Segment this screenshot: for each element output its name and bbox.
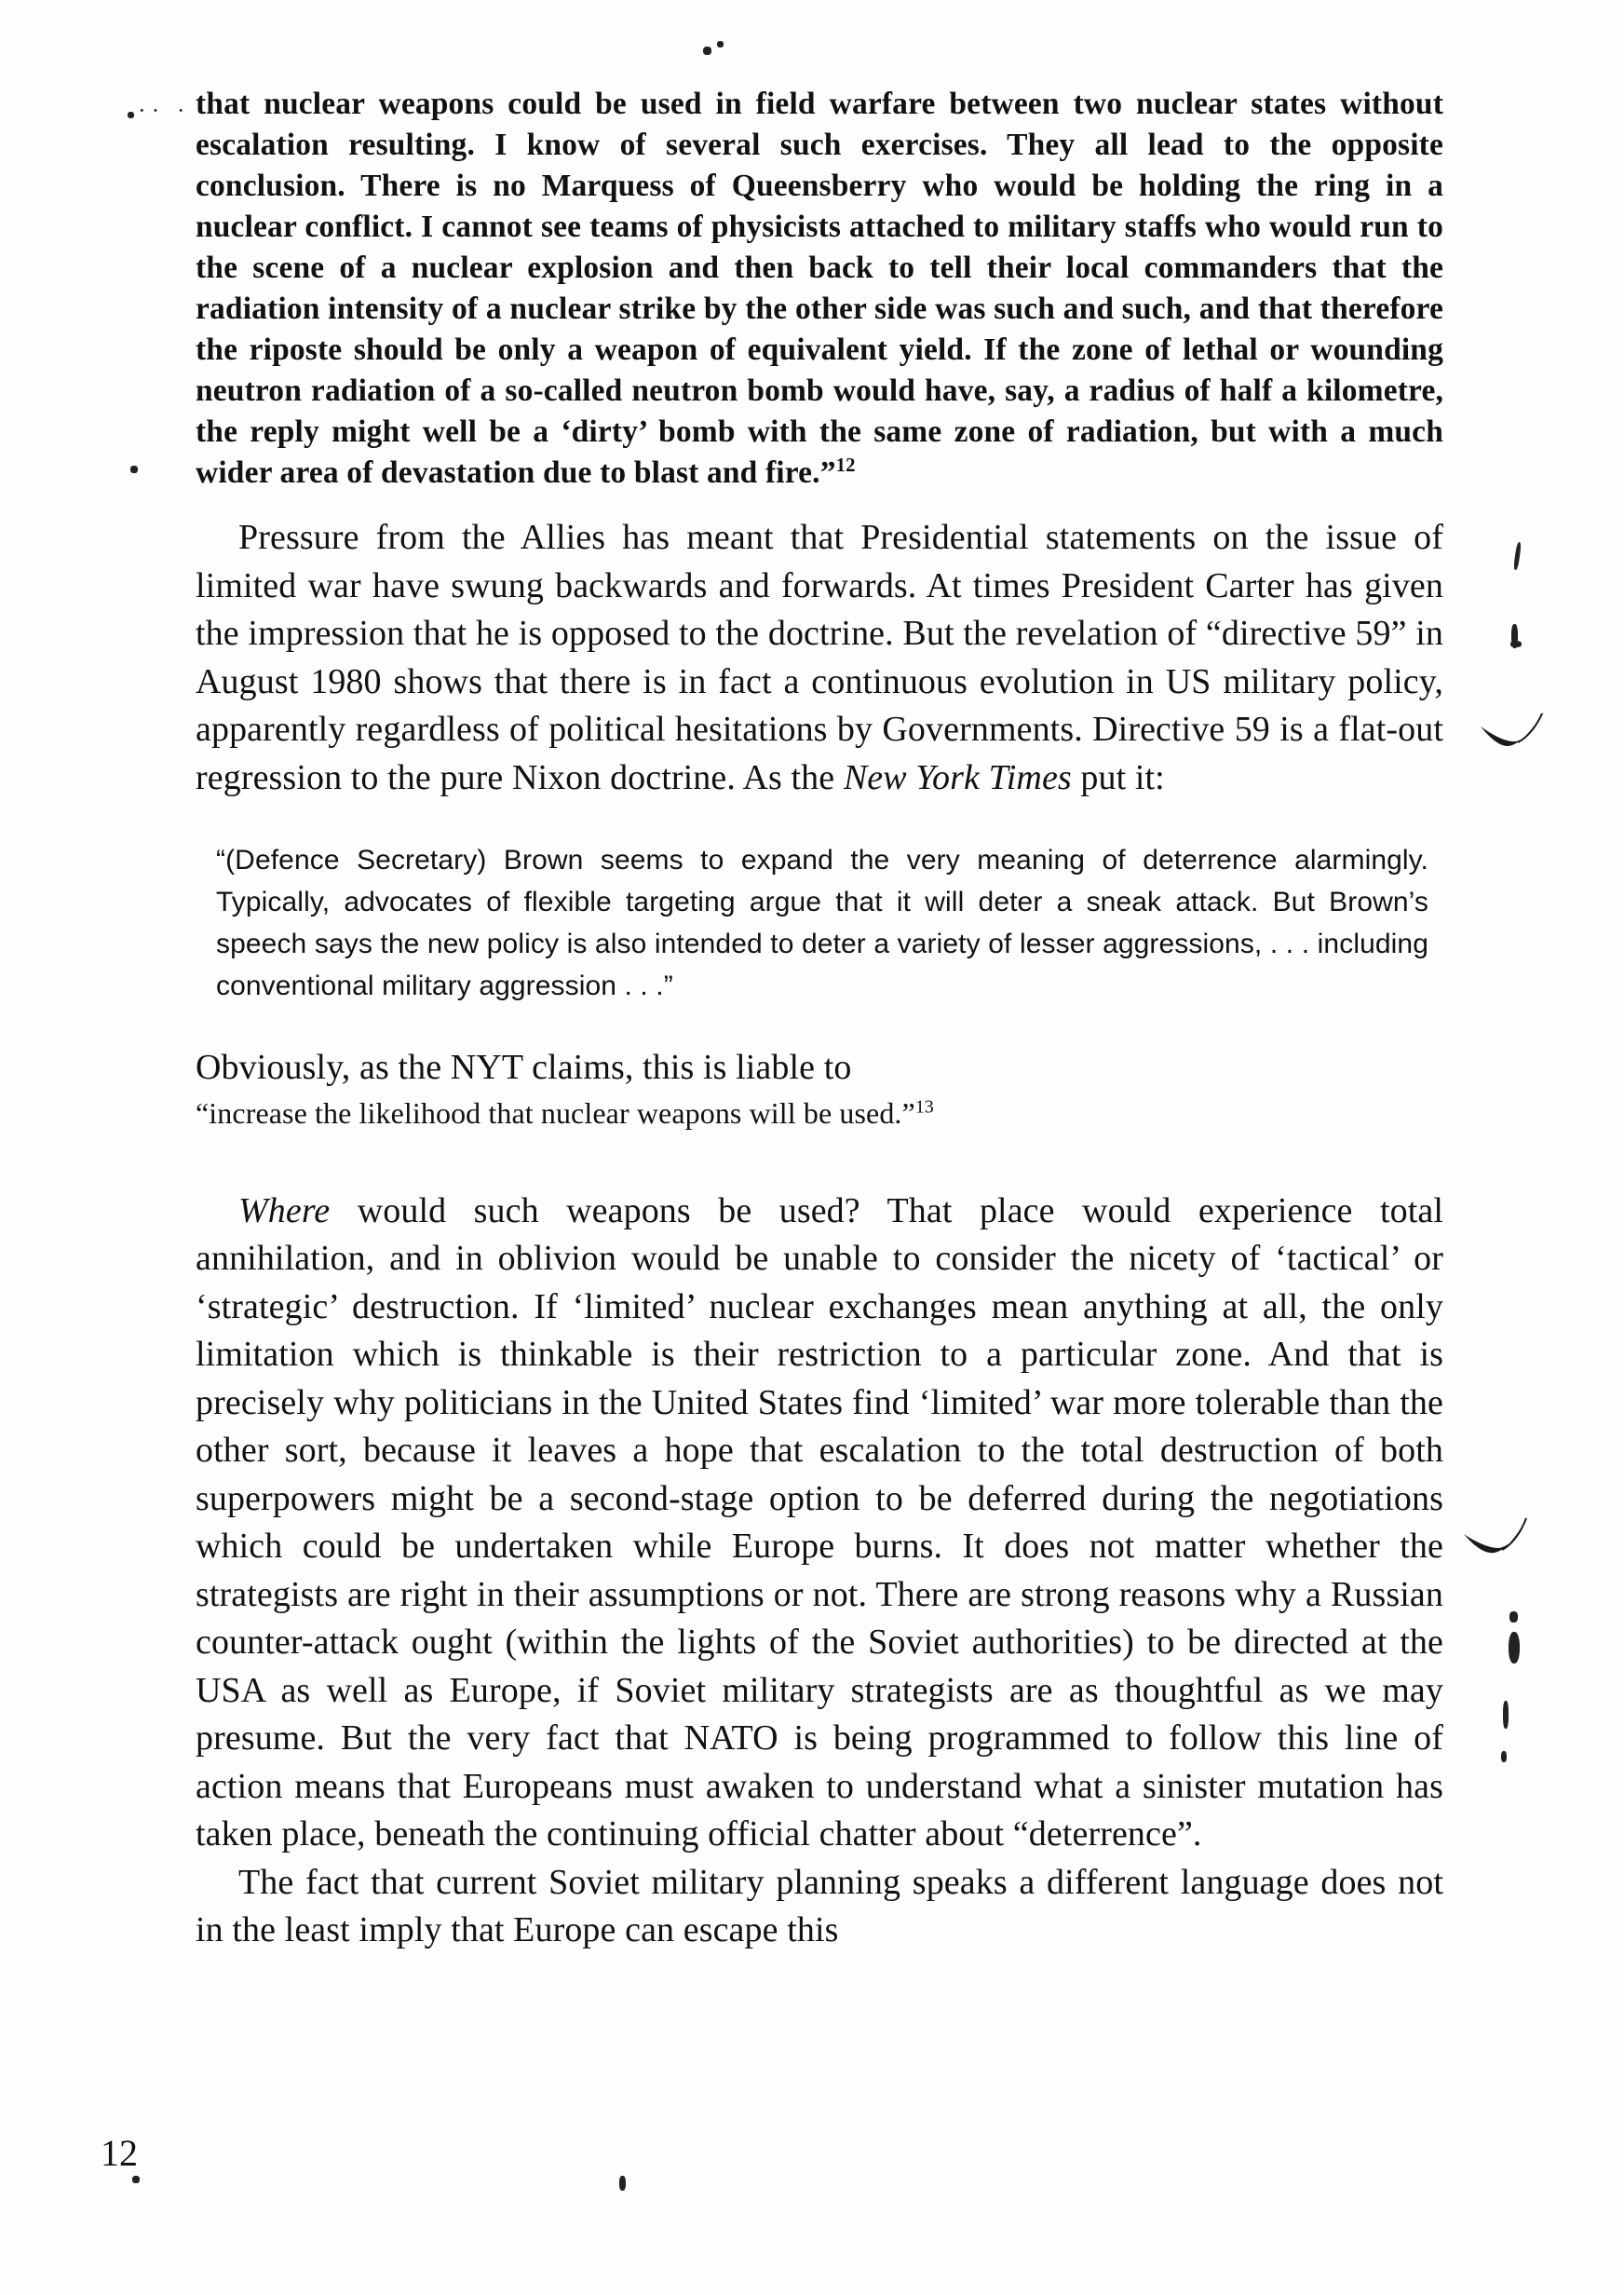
page-number: 12 [101,2132,138,2174]
text-column [196,84,1443,1955]
scan-speck [1513,542,1522,570]
scan-speck [703,47,711,55]
check-mark-icon [1462,1514,1531,1558]
paragraph-pressure-part-b: put it: [1071,757,1165,797]
quote-increase-likelihood [196,1093,1443,1134]
paragraph-pressure-part-a: Pressure from the Allies has meant that Presidential statements on the issue of limited war have swung backwards and forwards. At times President Carter has given the impression that he is opposed to the doctrine. But the revelation of “directive 59” in August 1980 shows that there is in fact a continuous evolution in US military policy, apparently regardless of political hesitations by Governments. Directive 59 is a flat-out regression to the pure Nixon doctrine. As the [196,518,1443,797]
spacer [196,1134,1443,1188]
quote-increase-text: “increase the likelihood that nuclear weapons will be used.” [196,1095,915,1130]
spacer [196,1007,1443,1044]
scan-speck-lead: ·· · [138,97,191,124]
spacer [196,802,1443,839]
scan-speck [132,2176,140,2183]
paragraph-where [196,1188,1443,1859]
paragraph-where-text: would such weapons be used? That place would experience total annihilation, and in oblivion would be unable to consider the nicety of ‘tactical’ or ‘strategic’ destruction. If ‘limited’ nuclear exchanges mean anything at all, the only limitation which is thinkable is their restriction to a particular zone. And that is precisely why politicians in the United States find ‘limited’ war more tolerable than the other sort, because it leaves a hope that escalation to the total destruction of both superpowers might be a second-stage option to be deferred during the negotiations which could be undertaken while Europe burns. It does not matter whether the strategists are right in their assumptions or not. There are strong reasons why a Russian counter-attack ought (within the lights of the Soviet authorities) to be directed at the USA as well as Europe, if Soviet military strategists are as thoughtful as we may presume. But the very fact that NATO is being programmed to follow this line of action means that Europeans must awaken to understand what a sinister mutation has taken place, beneath the continuing official chatter about “deterrence”. [196,1190,1443,1854]
scan-speck [1501,1751,1507,1762]
blockquote-nyt [196,839,1443,1007]
scan-speck [130,466,138,473]
scan-speck [619,2176,626,2191]
scan-speck [1503,1701,1509,1729]
scan-speck [128,112,134,118]
scan-speck [717,41,724,48]
newspaper-title-italic: New York Times [843,757,1072,797]
scan-speck [1510,641,1522,647]
check-mark-icon [1479,708,1548,753]
paragraph-where-lead-italic: Where [238,1190,331,1230]
footnote-marker-12: 12 [835,454,856,476]
scan-speck [1509,1632,1520,1664]
line-obviously: Obviously, as the NYT claims, this is liable to [196,1048,852,1087]
paragraph-soviet-planning: The fact that current Soviet military planning speaks a different language does not in the least imply that Europe can escape this [196,1862,1443,1949]
scan-speck [1509,1611,1518,1623]
spacer [196,494,1443,514]
blockquote-nyt-text: “(Defence Secretary) Brown seems to expand the very meaning of deterrence alarmingly. Typically, advocates of flexible targeting argue that it will deter a sneak attack. But Brown’s speech says the new policy is also intended to deter a variety of lesser aggressions, . . . including conventional military aggression . . .” [216,845,1428,1001]
extract-continued-text: that nuclear weapons could be used in field warfare between two nuclear states without escalation resulting. I know of several such exercises. They all lead to the opposite conclusion. There is no Marquess of Queensberry who would be holding the ring in a nuclear conflict. I cannot see teams of physicists attached to military staffs who would run to the scene of a nuclear explosion and then back to tell their local commanders that the radiation intensity of a nuclear strike by the other side was such and such, and that therefore the riposte should be only a weapon of equivalent yield. If the zone of lethal or wounding neutron radiation of a so-called neutron bomb would have, say, a radius of half a kilometre, the reply might well be a ‘dirty’ bomb with the same zone of radiation, but with a much wider area of devastation due to blast and fire.” [196,87,1443,490]
footnote-marker-13: 13 [914,1095,934,1117]
paragraph-pressure-allies [196,514,1443,802]
extract-continued [196,84,1443,494]
